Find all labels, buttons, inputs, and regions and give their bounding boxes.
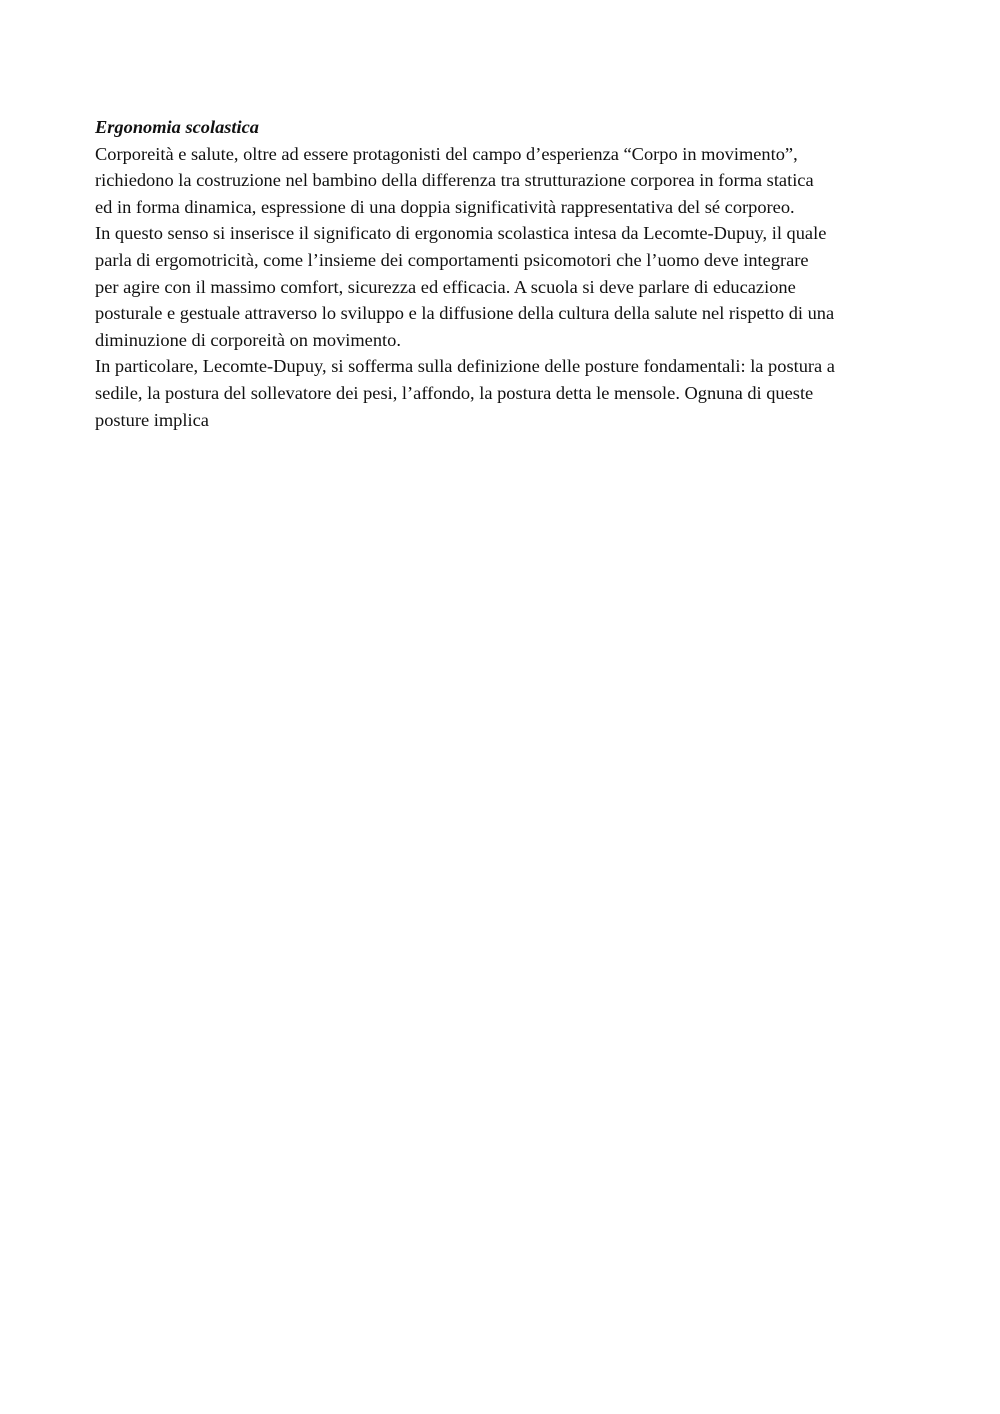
text-line: parla di ergomotricità, come l’insieme dei comportamenti psicomotori che l’uomo deve integrare <box>95 249 809 270</box>
text-line: Corporeità e salute, oltre ad essere protagonisti del campo d’esperienza “Corpo in movimento”, <box>95 143 798 164</box>
text-line: sedile, la postura del sollevatore dei pesi, l’affondo, la postura detta le mensole. Ognuna di queste <box>95 382 814 403</box>
text-line: per agire con il massimo comfort, sicurezza ed efficacia. A scuola si deve parlare di educazione <box>95 276 796 297</box>
text-line: posture implica <box>95 409 209 430</box>
text-line: posturale e gestuale attraverso lo sviluppo e la diffusione della cultura della salute nel rispetto di una <box>95 303 835 324</box>
text-line: richiedono la costruzione nel bambino della differenza tra strutturazione corporea in forma statica <box>95 170 814 191</box>
text-line: diminuzione di corporeità on movimento. <box>95 329 401 350</box>
text-line: ed in forma dinamica, espressione di una doppia significatività rappresentativa del sé corporeo. <box>95 196 795 217</box>
text-line: In questo senso si inserisce il significato di ergonomia scolastica intesa da Lecomte-Dupuy, il quale <box>95 223 827 244</box>
text-line: In particolare, Lecomte-Dupuy, si sofferma sulla definizione delle posture fondamentali: la postura a <box>95 356 835 377</box>
section-heading: Ergonomia scolastica <box>95 117 259 137</box>
document-body <box>95 114 925 433</box>
